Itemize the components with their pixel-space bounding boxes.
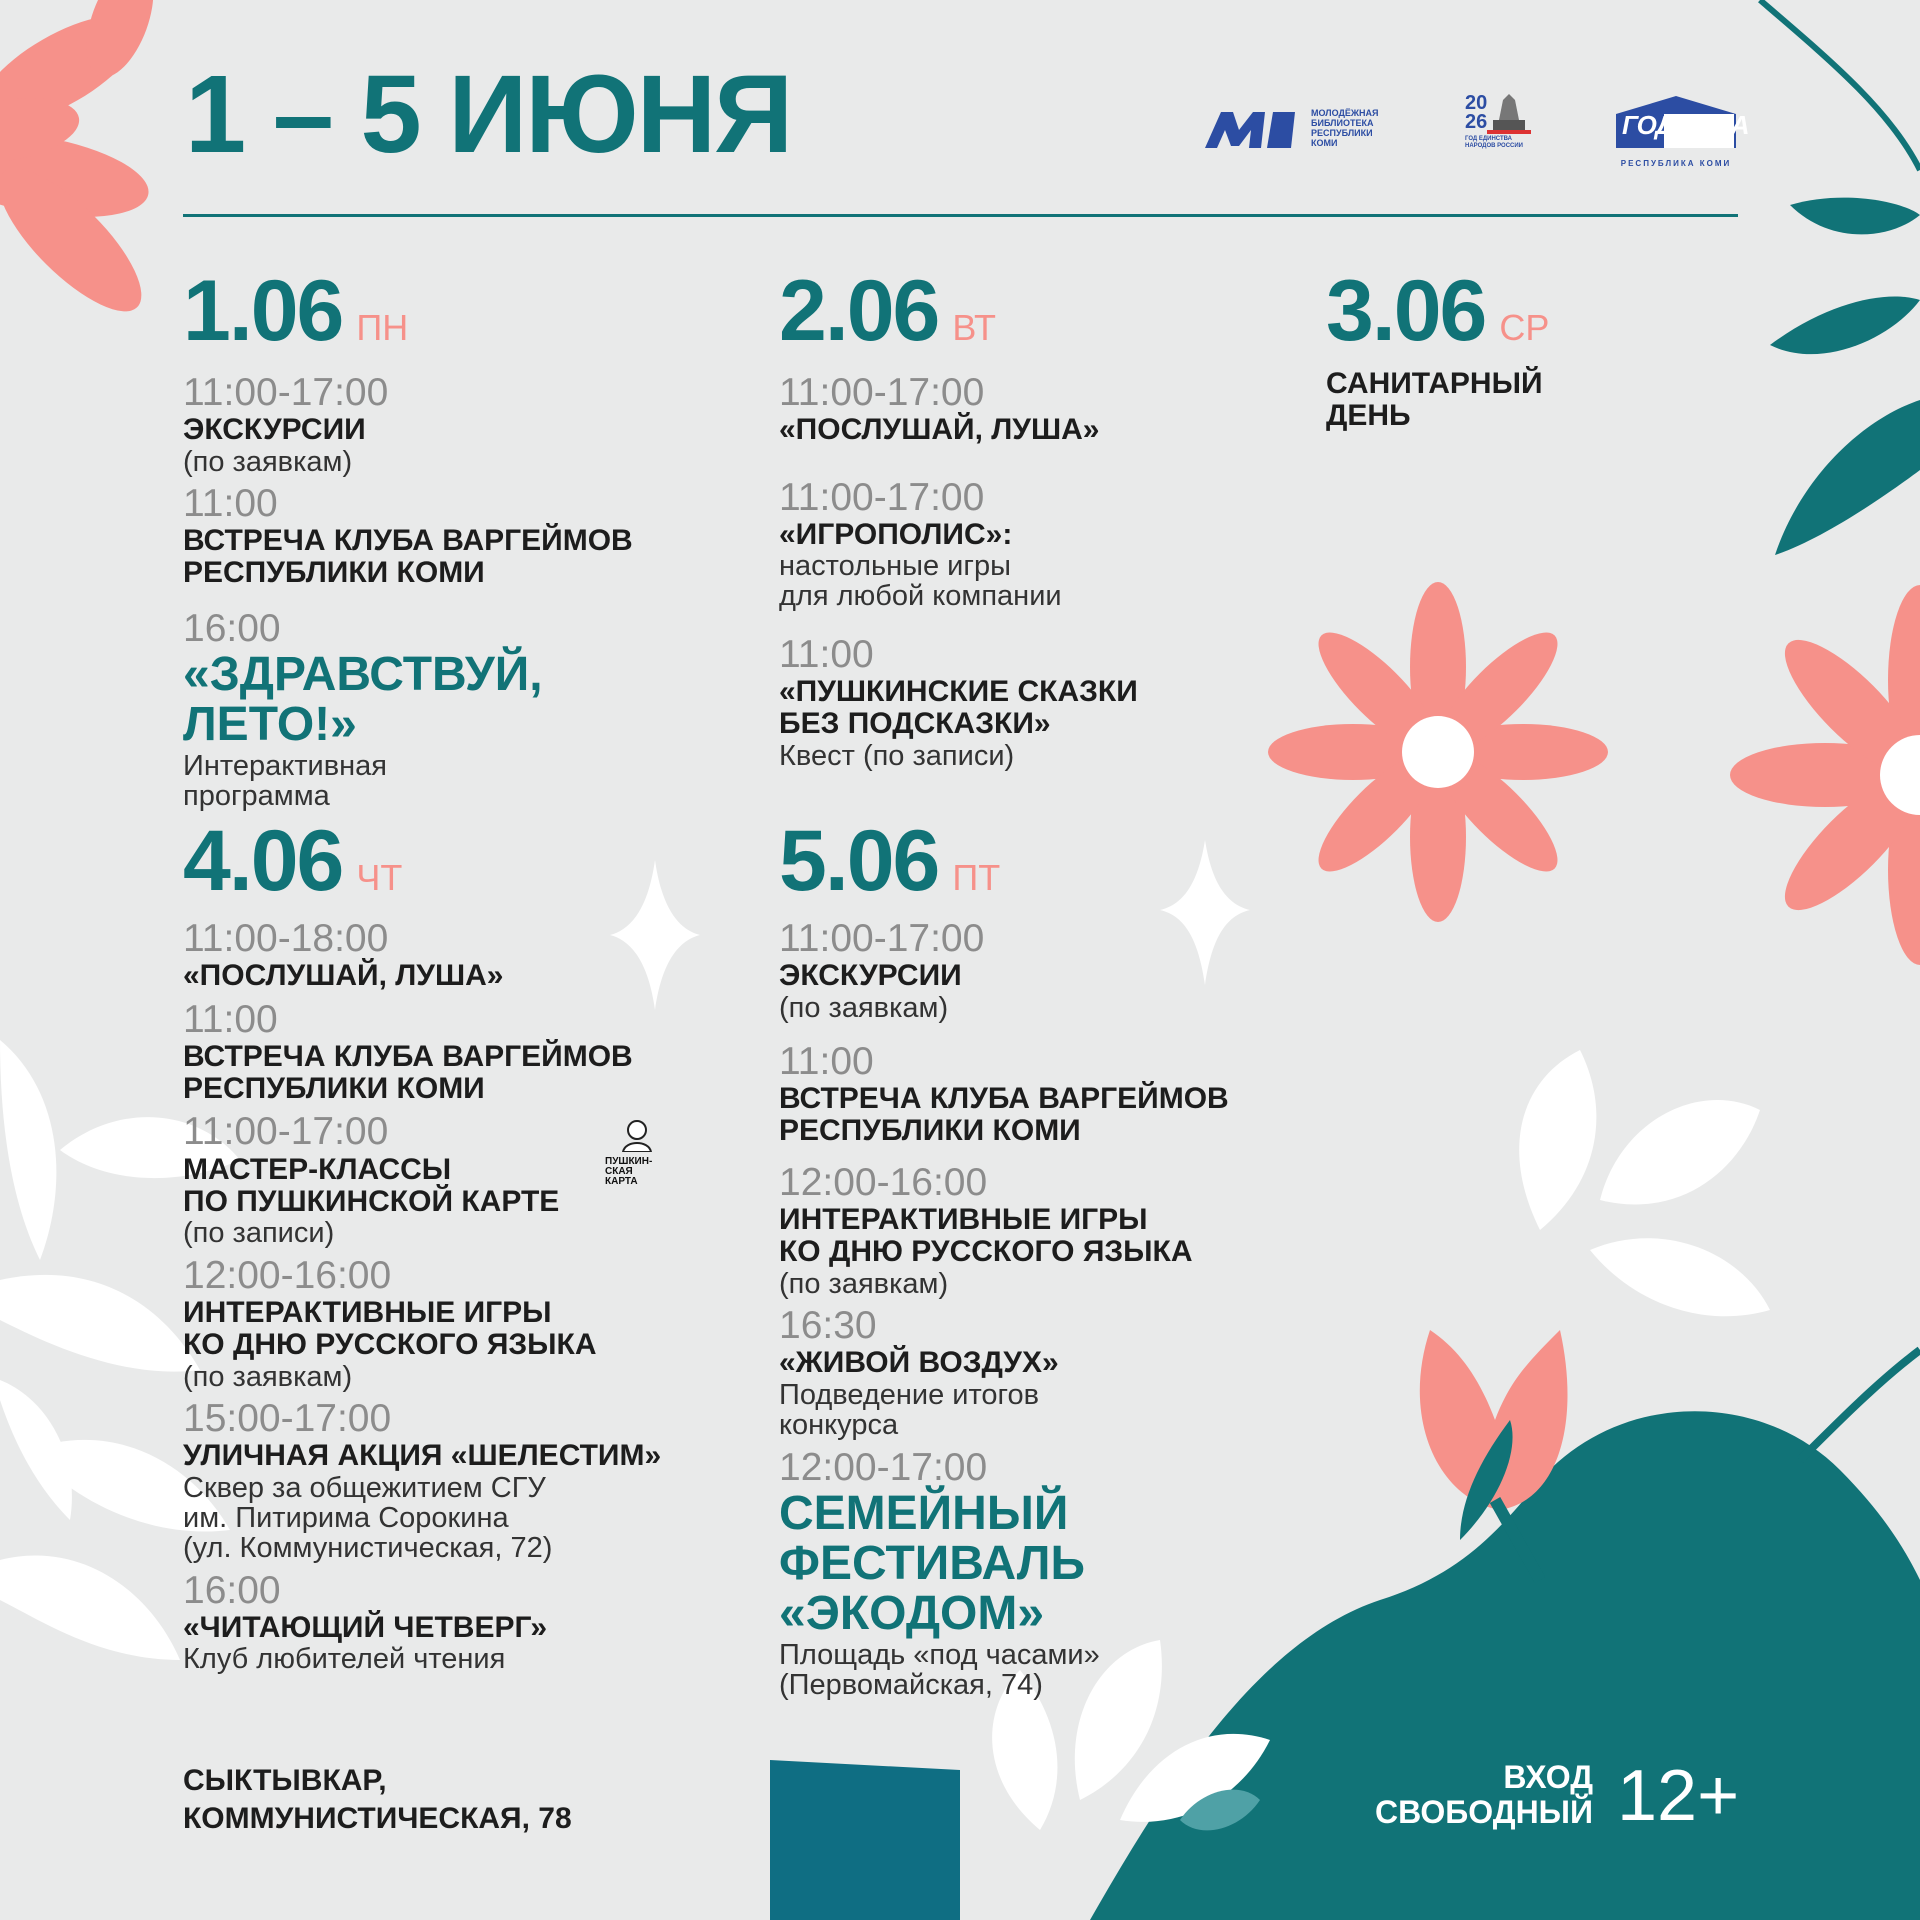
coral-flower-right-edge <box>1730 585 1920 965</box>
day-header <box>1326 263 1706 359</box>
day-of-week: ПТ <box>952 857 1001 898</box>
event-note: Клуб любителей чтения <box>183 1643 506 1676</box>
year2026-caption: ГОД ЕДИНСТВА НАРОДОВ РОССИИ <box>1465 136 1523 149</box>
teal-stem-right <box>1800 1350 1920 1460</box>
event-title: «ИГРОПОЛИС»: <box>779 517 1013 551</box>
day-date: 3.06 <box>1326 263 1486 359</box>
event-note: (по записи) <box>183 1217 335 1250</box>
event-time: 16:00 <box>183 606 281 650</box>
event-time: 15:00-17:00 <box>183 1397 392 1441</box>
event-time: 11:00 <box>779 1039 874 1083</box>
event-title: САНИТАРНЫЙ ДЕНЬ <box>1326 367 1543 433</box>
day-date: 1.06 <box>183 263 343 359</box>
event-time: 11:00-17:00 <box>183 1110 389 1154</box>
event-note: (по заявкам) <box>183 445 353 478</box>
god-sela-logo <box>1614 92 1749 168</box>
library-logo-text: МОЛОДЁЖНАЯ БИБЛИОТЕКА РЕСПУБЛИКИ КОМИ <box>1311 108 1379 148</box>
event-title: УЛИЧНАЯ АКЦИЯ «ШЕЛЕСТИМ» <box>183 1439 662 1473</box>
event-time: 12:00-16:00 <box>779 1160 988 1204</box>
event-title: ВСТРЕЧА КЛУБА ВАРГЕЙМОВ РЕСПУБЛИКИ КОМИ <box>779 1082 1229 1148</box>
event-item <box>183 999 743 1106</box>
event-title: «ЖИВОЙ ВОЗДУХ» <box>779 1346 1059 1380</box>
day-of-week: ВТ <box>952 307 996 348</box>
event-item <box>183 1398 743 1564</box>
day-column-4 <box>183 813 743 1676</box>
event-title-featured: СЕМЕЙНЫЙ ФЕСТИВАЛЬ «ЭКОДОМ» <box>779 1486 1085 1641</box>
pushkin-card-label: ПУШКИН- СКАЯ КАРТА <box>605 1156 653 1187</box>
coral-flower-top-left <box>0 0 167 331</box>
leaf-top-right-3 <box>1775 400 1920 555</box>
event-item <box>779 634 1299 771</box>
god-sela-title: ГОД СЕЛА <box>1622 110 1749 140</box>
event-item <box>779 1041 1339 1148</box>
event-title: ВСТРЕЧА КЛУБА ВАРГЕЙМОВ РЕСПУБЛИКИ КОМИ <box>183 524 633 590</box>
event-note: (по заявкам) <box>183 1360 353 1393</box>
page-title: 1 – 5 ИЮНЯ <box>185 53 792 176</box>
god-sela-caption: РЕСПУБЛИКА КОМИ <box>1620 159 1732 168</box>
event-title: «ПУШКИНСКИЕ СКАЗКИ БЕЗ ПОДСКАЗКИ» <box>779 674 1138 741</box>
event-time: 11:00-18:00 <box>183 917 389 960</box>
event-time: 11:00 <box>779 632 874 676</box>
event-title: ВСТРЕЧА КЛУБА ВАРГЕЙМОВ РЕСПУБЛИКИ КОМИ <box>183 1039 633 1105</box>
event-item <box>183 608 743 812</box>
event-time: 11:00-17:00 <box>183 371 389 414</box>
leaf-top-right-2 <box>1770 296 1920 354</box>
event-note: Площадь «под часами» (Первомайская, 74) <box>779 1638 1100 1702</box>
event-title: ИНТЕРАКТИВНЫЕ ИГРЫ КО ДНЮ РУССКОГО ЯЗЫКА <box>183 1295 597 1362</box>
event-item <box>779 1305 1339 1440</box>
pushkin-portrait-icon <box>617 1118 657 1152</box>
event-time: 12:00-16:00 <box>183 1253 392 1297</box>
white-flower-large <box>1519 1050 1770 1316</box>
event-note: (по заявкам) <box>779 1267 949 1300</box>
event-note: Подведение итогов конкурса <box>779 1378 1040 1442</box>
event-item <box>779 1162 1339 1299</box>
day-of-week: ЧТ <box>356 857 403 898</box>
header-divider <box>183 214 1738 217</box>
event-item <box>183 483 743 590</box>
event-item <box>1326 368 1706 433</box>
day-of-week: ПН <box>356 307 409 348</box>
event-time: 11:00-17:00 <box>779 371 985 414</box>
event-time: 11:00 <box>183 997 278 1041</box>
day-header <box>183 813 743 909</box>
day-date: 5.06 <box>779 813 939 909</box>
event-title: МАСТЕР-КЛАССЫ ПО ПУШКИНСКОЙ КАРТЕ <box>183 1152 560 1218</box>
day-header <box>779 263 1299 359</box>
age-rating: 12+ <box>1617 1756 1740 1836</box>
event-time: 16:30 <box>779 1304 877 1348</box>
monument-icon <box>1487 90 1531 136</box>
event-note: настольные игры для любой компании <box>779 550 1062 613</box>
event-item <box>183 372 743 477</box>
event-item <box>779 1447 1339 1701</box>
venue-address: СЫКТЫВКАР, КОММУНИСТИЧЕСКАЯ, 78 <box>183 1764 572 1835</box>
event-item <box>183 1255 743 1392</box>
day-column-5 <box>779 813 1339 1702</box>
leaf-top-right-1 <box>1790 198 1920 235</box>
event-note: Квест (по записи) <box>779 739 1015 772</box>
year2026-logo <box>1465 90 1531 149</box>
event-title: ЭКСКУРСИИ <box>779 959 962 993</box>
event-note: Сквер за общежитием СГУ им. Питирима Сорокина (ул. Коммунистическая, 72) <box>183 1471 553 1565</box>
library-logo <box>1203 108 1379 150</box>
event-item <box>183 1570 743 1675</box>
event-time: 11:00-17:00 <box>779 475 985 519</box>
event-time: 11:00 <box>183 481 278 525</box>
event-title-featured: «ЗДРАВСТВУЙ, ЛЕТО!» <box>183 647 543 752</box>
day-header <box>183 263 743 359</box>
event-time: 16:00 <box>183 1568 281 1612</box>
library-logo-mark <box>1203 108 1299 150</box>
pushkin-card-badge <box>605 1118 673 1187</box>
day-header <box>779 813 1339 909</box>
event-time: 11:00-17:00 <box>779 917 985 960</box>
event-title: «ПОСЛУШАЙ, ЛУША» <box>183 959 504 993</box>
event-note: Интерактивная программа <box>183 749 387 813</box>
day-column-1 <box>183 263 743 813</box>
day-column-2 <box>779 263 1299 772</box>
day-date: 2.06 <box>779 263 939 359</box>
day-column-3 <box>1326 263 1706 433</box>
day-of-week: СР <box>1499 307 1550 348</box>
event-time: 12:00-17:00 <box>779 1445 988 1489</box>
event-item <box>779 477 1299 612</box>
event-note: (по заявкам) <box>779 991 949 1024</box>
event-title: «ЧИТАЮЩИЙ ЧЕТВЕРГ» <box>183 1610 548 1644</box>
teal-block <box>770 1760 960 1920</box>
event-item <box>183 918 743 993</box>
stem-top-right <box>1760 0 1920 170</box>
event-title: ЭКСКУРСИИ <box>183 413 366 447</box>
event-item <box>779 918 1339 1023</box>
event-item <box>779 372 1299 447</box>
free-entry-label: ВХОД СВОБОДНЫЙ <box>1374 1759 1593 1830</box>
event-title: «ПОСЛУШАЙ, ЛУША» <box>779 413 1100 447</box>
year2026-digits: 20 26 <box>1465 92 1488 133</box>
event-title: ИНТЕРАКТИВНЫЕ ИГРЫ КО ДНЮ РУССКОГО ЯЗЫКА <box>779 1202 1193 1269</box>
day-date: 4.06 <box>183 813 343 909</box>
